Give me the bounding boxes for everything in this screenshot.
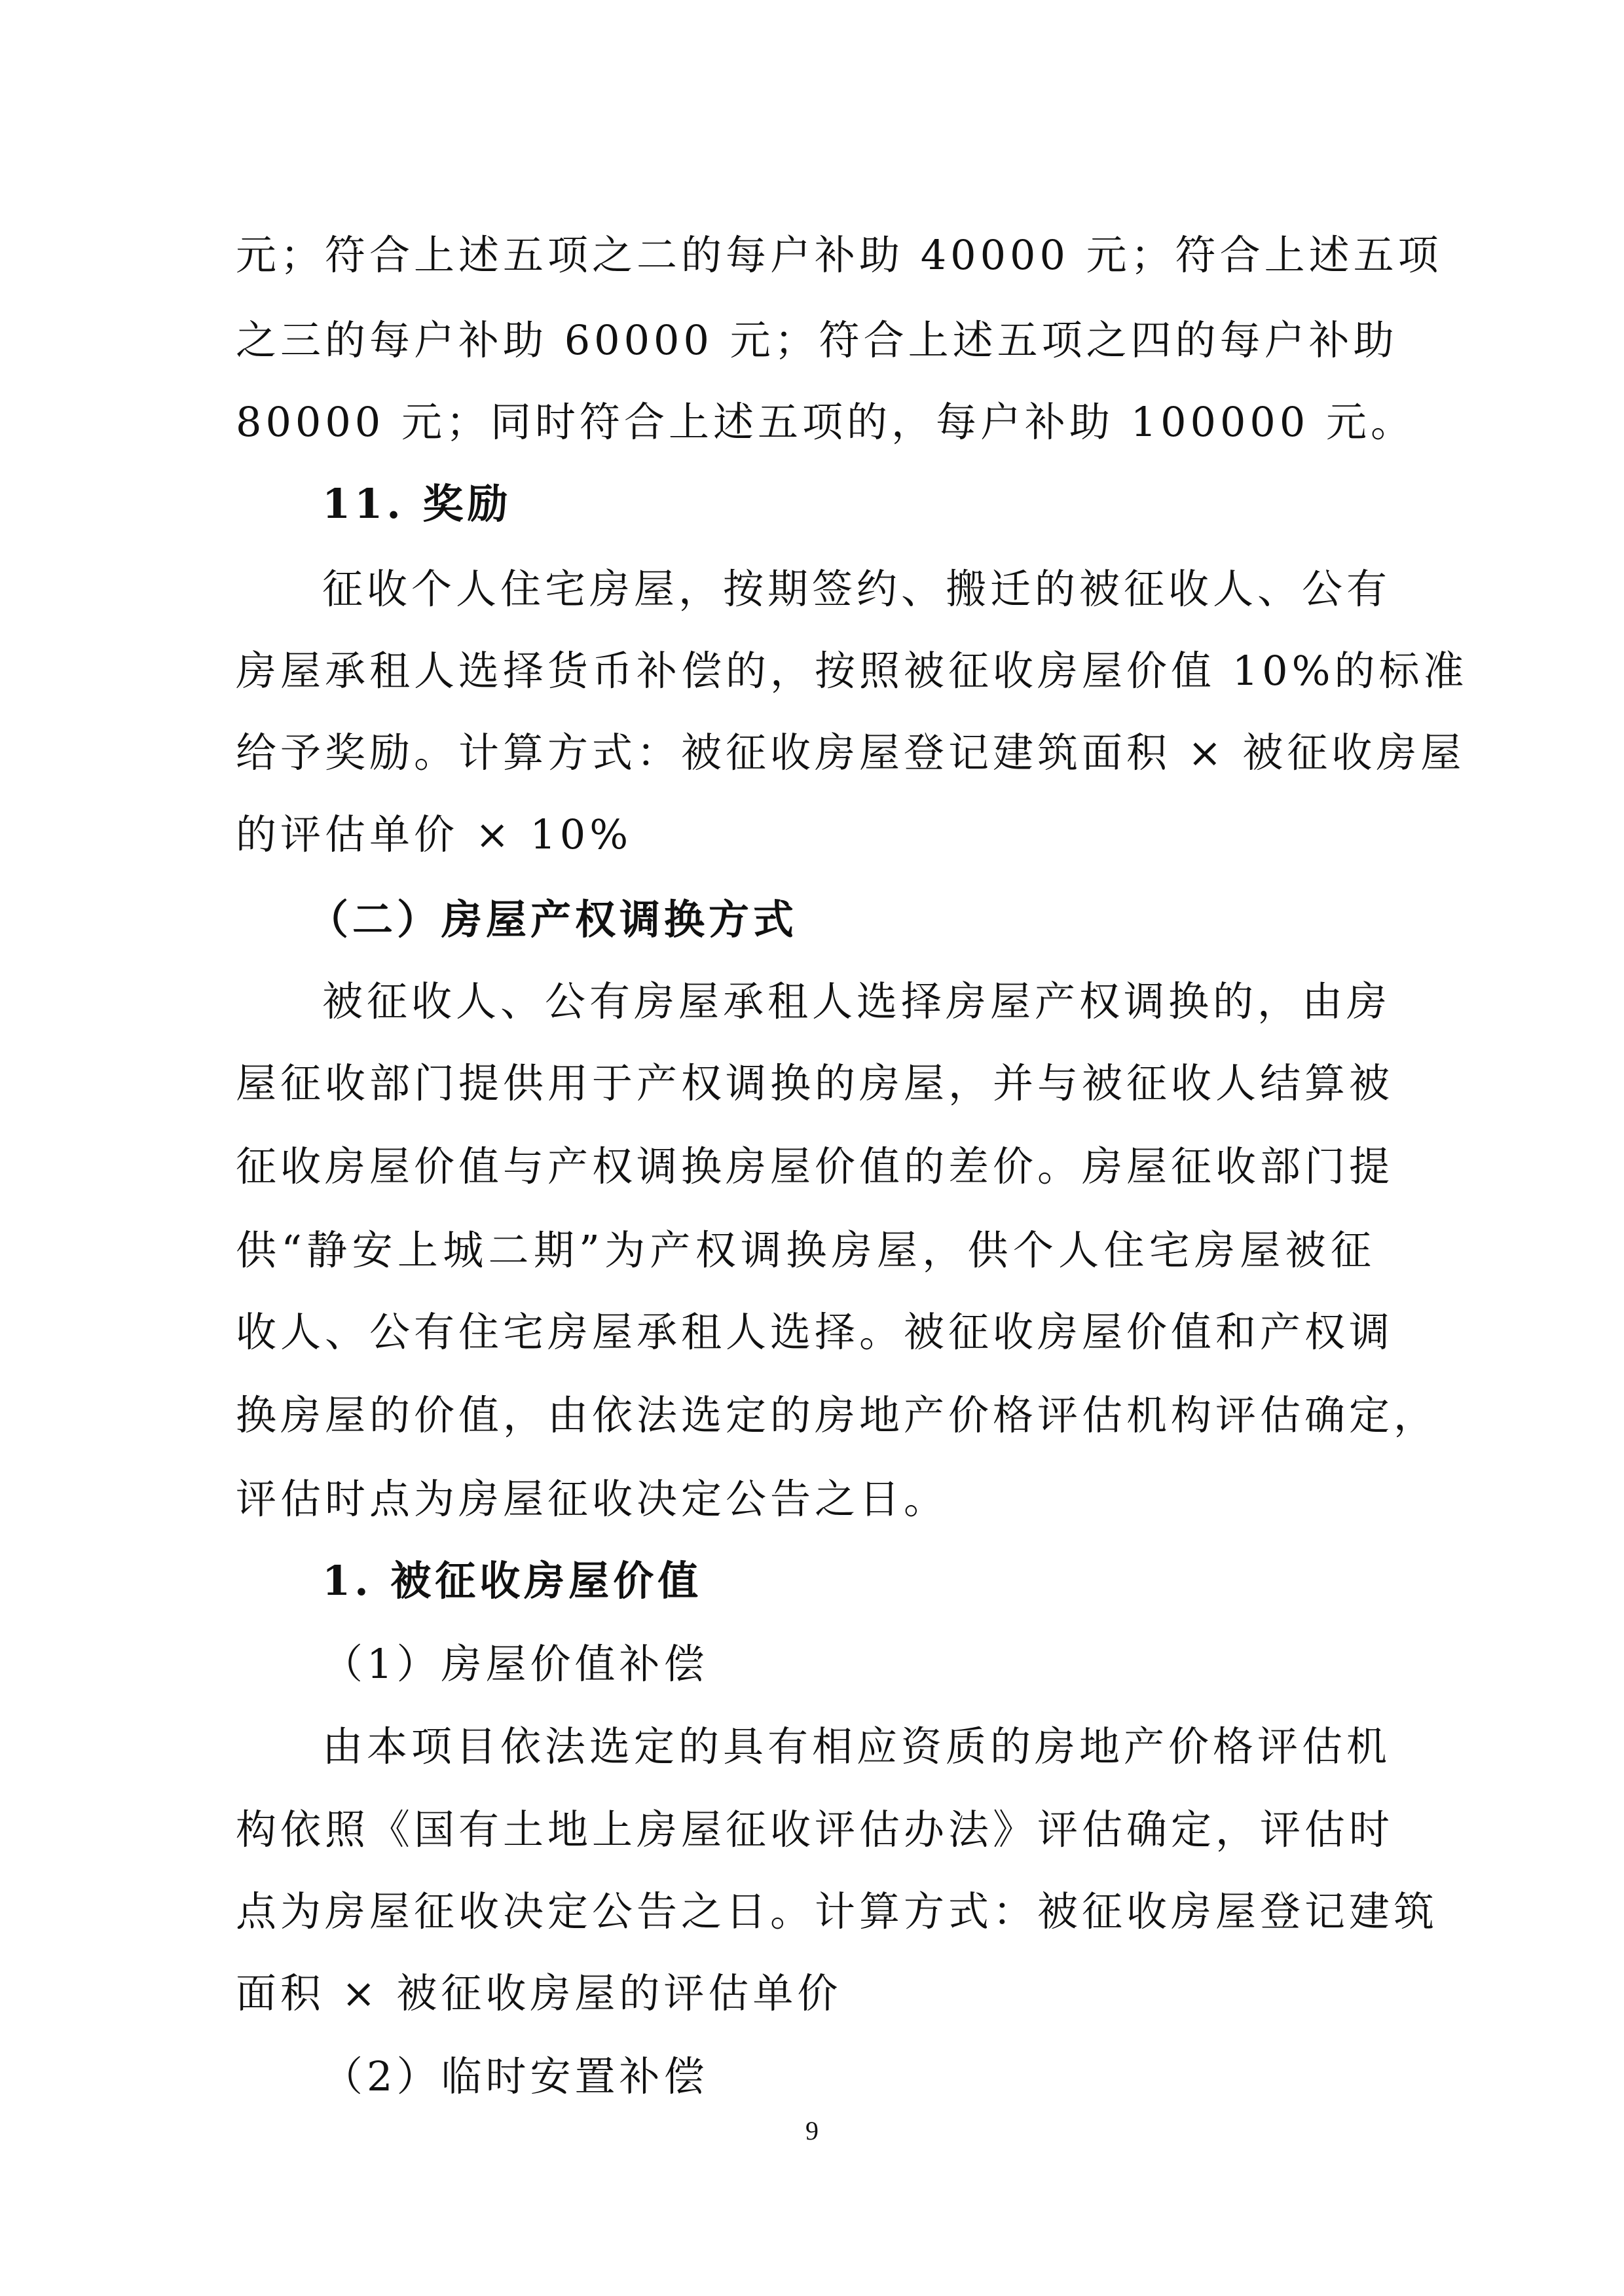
- body-text-line: 房屋承租人选择货币补偿的，按照被征收房屋价值 10%的标准: [236, 647, 1468, 695]
- body-text-line: 元；符合上述五项之二的每户补助 40000 元；符合上述五项: [236, 231, 1443, 279]
- section-heading: 1. 被征收房屋价值: [322, 1557, 703, 1605]
- body-text-line: 换房屋的价值，由依法选定的房地产价格评估机构评估确定，: [236, 1391, 1439, 1439]
- body-text-line: 面积 × 被征收房屋的评估单价: [236, 1969, 842, 2017]
- subsection-heading: （二）房屋产权调换方式: [308, 896, 798, 943]
- body-text-line: 给予奖励。计算方式：被征收房屋登记建筑面积 × 被征收房屋: [236, 729, 1466, 776]
- paragraph-first-line: 征收个人住宅房屋，按期签约、搬迁的被征收人、公有: [322, 565, 1392, 613]
- section-heading: 11. 奖励: [322, 480, 512, 528]
- body-text-line: 80000 元；同时符合上述五项的，每户补助 100000 元。: [236, 398, 1416, 446]
- body-text-line: 点为房屋征收决定公告之日。计算方式：被征收房屋登记建筑: [236, 1887, 1439, 1935]
- paragraph-first-line: 被征收人、公有房屋承租人选择房屋产权调换的，由房: [322, 977, 1392, 1025]
- paragraph-first-line: 由本项目依法选定的具有相应资质的房地产价格评估机: [322, 1722, 1392, 1770]
- body-text-line: 的评估单价 × 10%: [236, 811, 633, 858]
- body-text-line: 屋征收部门提供用于产权调换的房屋，并与被征收人结算被: [236, 1059, 1394, 1107]
- body-text-line: 供“静安上城二期”为产权调换房屋，供个人住宅房屋被征: [236, 1226, 1375, 1274]
- body-text-line: 之三的每户补助 60000 元；符合上述五项之四的每户补助: [236, 316, 1398, 364]
- item-heading: （2）临时安置补偿: [322, 2052, 709, 2100]
- body-text-line: 评估时点为房屋征收决定公告之日。: [236, 1475, 949, 1523]
- body-text-line: 构依照《国有土地上房屋征收评估办法》评估确定，评估时: [236, 1806, 1394, 1853]
- body-text-line: 征收房屋价值与产权调换房屋价值的差价。房屋征收部门提: [236, 1142, 1394, 1190]
- body-text-line: 收人、公有住宅房屋承租人选择。被征收房屋价值和产权调: [236, 1308, 1394, 1356]
- page-number: 9: [805, 2116, 819, 2145]
- item-heading: （1）房屋价值补偿: [322, 1640, 709, 1688]
